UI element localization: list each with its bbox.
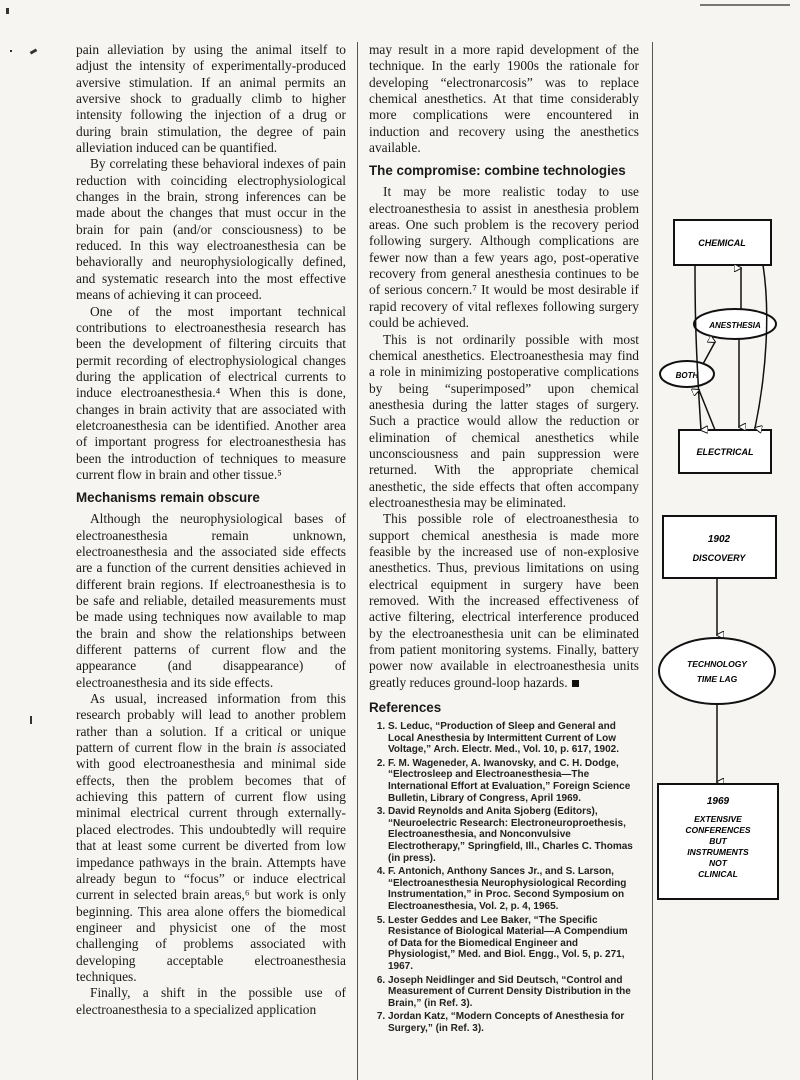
- paragraph: One of the most important technical contributions to electroanesthesia research has been the development of filtering circuits that permit recording of electrophysiological changes during the application of electrical currents to induce electroanesthesia.⁴ When this is done, changes in brain activity that are associated with eletcroanesthesia can be identified. Another area of important progress for electroanesthesia has been the introduction of techniques to measure current flow in brain and other tissue.⁵: [76, 303, 346, 482]
- paragraph: [76, 691, 346, 985]
- paragraph: pain alleviation by using the animal itself to adjust the intensity of experimentally-produced aversive stimulation. If an animal permits an aversive shock to gradually climb to higher intensity following the injection of a drug or during brain stimulation, the degree of pain alleviation induced can be quantified.: [76, 42, 346, 156]
- conferences-label: INSTRUMENTS: [687, 847, 749, 857]
- arrow: [695, 265, 701, 430]
- reference-item: 5. Lester Geddes and Lee Baker, “The Specific Resistance of Biological Material—A Compendium of Data for the Biomedical Engineer and Physiologist,” Med. and Biol. Engg., Vol. 5, p. 271, 1967.: [388, 915, 639, 973]
- paragraph: may result in a more rapid development of the technique. In the early 1900s the rationale for developing “electronarcosis” was to replace chemical anesthetics. At that time considerably more complications were encountered in induction and recovery using the anesthetics available.: [369, 42, 639, 156]
- paragraph: [369, 511, 639, 691]
- conferences-label: CONFERENCES: [685, 825, 751, 835]
- flow-diagram: [655, 190, 800, 1080]
- scan-speck: [30, 48, 38, 54]
- paragraph: By correlating these behavioral indexes of pain reduction with coinciding electrophysiological changes in the brain, strong inferences can be made about the changes that must occur in the brain for pain (and/or consciousness) to be reduced. In this way electroanesthesia can be behaviorally and neurophysiologically defined, and systematic research into the most effective means of achieving it can proceed.: [76, 156, 346, 303]
- time-lag-node: [659, 638, 775, 704]
- paragraph: It may be more realistic today to use electroanesthesia to assist in anesthesia problem areas. One such problem is the recovery period following surgery. Although complications are fewer now than a few years ago, post-operative recovery from general anesthesia continues to be of serious concern.⁷ It would be most desirable if rapid recovery of vital reflexes following surgery could be achieved.: [369, 184, 639, 331]
- discovery-box: [663, 516, 776, 578]
- reference-item: 2. F. M. Wageneder, A. Iwanovsky, and C. H. Dodge, “Electrosleep and Electroanesthesia—The International Effort at Evaluation,” Foreign Science Bulletin, Library of Congress, April 1969.: [388, 758, 639, 804]
- emphasis: is: [276, 740, 286, 756]
- column-rule-right: [652, 42, 653, 1080]
- anesthesia-label: ANESTHESIA: [709, 321, 761, 330]
- conferences-label: EXTENSIVE: [694, 814, 742, 824]
- paragraph-text: As usual, increased information from this research probably will lead to another problem rather than a solution. If a critical or unique pattern of current flow in the brain: [76, 691, 346, 756]
- column-rule-left: [357, 42, 358, 1080]
- reference-item: 4. F. Antonich, Anthony Sances Jr., and S. Larson, “Electroanesthesia Neurophysiological Recording Instrumentation,” in Proc. Second Symposium on Electroanesthesia, Vol. 2, p. 4, 1965.: [388, 866, 639, 912]
- conferences-label: BUT: [709, 836, 727, 846]
- paragraph-text: This possible role of electroanesthesia to support chemical anesthesia is made more feasible by the increased use of non-explosive anesthetics. Thus, previous limitations on using electrical equipment in surgery have been removed. With the increased effectiveness of active filtering, electrical interference produced by the electroanesthesia unit can be eliminated from patient monitoring systems. Finally, battery power now available in electroanesthesia units greatly reduces ground-loop hazards.: [369, 511, 639, 690]
- reference-item: 3. David Reynolds and Anita Sjoberg (Editors), “Neuroelectric Research: Electroneuroproethesis, Electroanesthesia, and Nonconvulsive Electrotherapy,” Springfield, Ill., Charles C. Thomas (in press).: [388, 806, 639, 864]
- discovery-label: DISCOVERY: [692, 553, 746, 563]
- paragraph: Although the neurophysiological bases of electroanesthesia remain unknown, electroanesthesia and the associated side effects are a function of the current densities achieved in different brain regions. If electroanesthesia is to be safe and reliable, detailed measurements must be made using techniques now available to map the brain and show the relationships between different patterns of current flow and the appearance (and disappearance) of electroanesthesia and its side effects.: [76, 511, 346, 690]
- text-column-left: [76, 42, 346, 1018]
- conferences-year: 1969: [706, 796, 730, 807]
- arrow: [755, 265, 767, 428]
- scan-speck: [700, 4, 790, 6]
- references-heading: References: [369, 700, 442, 716]
- arrow: [699, 390, 715, 430]
- paragraph: Finally, a shift in the possible use of electroanesthesia to a specialized application: [76, 985, 346, 1017]
- conferences-label: NOT: [709, 858, 727, 868]
- reference-item: 1. S. Leduc, “Production of Sleep and General and Local Anesthesia by Intermittent Current of Low Voltage,” Arch. Electr. Med., Vol. 10, p. 617, 1902.: [388, 721, 639, 756]
- time-lag-label: TECHNOLOGY: [687, 659, 747, 669]
- section-heading: The compromise: combine technologies: [369, 163, 626, 179]
- time-lag-label: TIME LAG: [696, 674, 738, 684]
- reference-item: 6. Joseph Neidlinger and Sid Deutsch, “Control and Measurement of Current Density Distribution in the Brain,” (in Ref. 3).: [388, 975, 639, 1010]
- paragraph: This is not ordinarily possible with most chemical anesthetics. Electroanesthesia may find a role in minimizing postoperative complications by being “superimposed” upon chemical anesthesia during the latter stages of surgery. Such a practice would allow the reduction or elimination of chemical anesthetics while unconsciousness and pain suppression were returned. With the appropriate chemical anesthetic, the side effects that often accompany electroanesthesia may be eliminated.: [369, 331, 639, 510]
- discovery-year: 1902: [707, 534, 731, 545]
- scan-speck: [30, 716, 32, 724]
- both-label: BOTH: [675, 371, 699, 380]
- paragraph-text: associated with good electroanesthesia and minimal side effects, then the problem becomes that of achieving this pattern of current flow using minimal electrical current through externally-placed electrodes. This undoubtedly will require that at least some current be diverted from low impedance pathways in the brain. Attempts have already begun to “focus” or induce electrical current in selected brain areas,⁶ but work is only beginning. This area alone offers the biomedical engineer and physicist one of the most challenging of problems associated with developing acceptable electroanesthesia techniques.: [76, 740, 347, 984]
- conferences-label: CLINICAL: [698, 869, 738, 879]
- electrical-label: ELECTRICAL: [696, 447, 754, 457]
- reference-list: [369, 721, 639, 1034]
- arrow: [703, 342, 715, 364]
- end-of-article-icon: [572, 680, 579, 687]
- text-column-right: [369, 42, 639, 1037]
- scan-speck: [6, 8, 9, 14]
- scan-speck: [10, 50, 12, 52]
- reference-item: 7. Jordan Katz, “Modern Concepts of Anesthesia for Surgery,” (in Ref. 3).: [388, 1011, 639, 1034]
- section-heading: Mechanisms remain obscure: [76, 490, 260, 506]
- chemical-label: CHEMICAL: [698, 238, 746, 248]
